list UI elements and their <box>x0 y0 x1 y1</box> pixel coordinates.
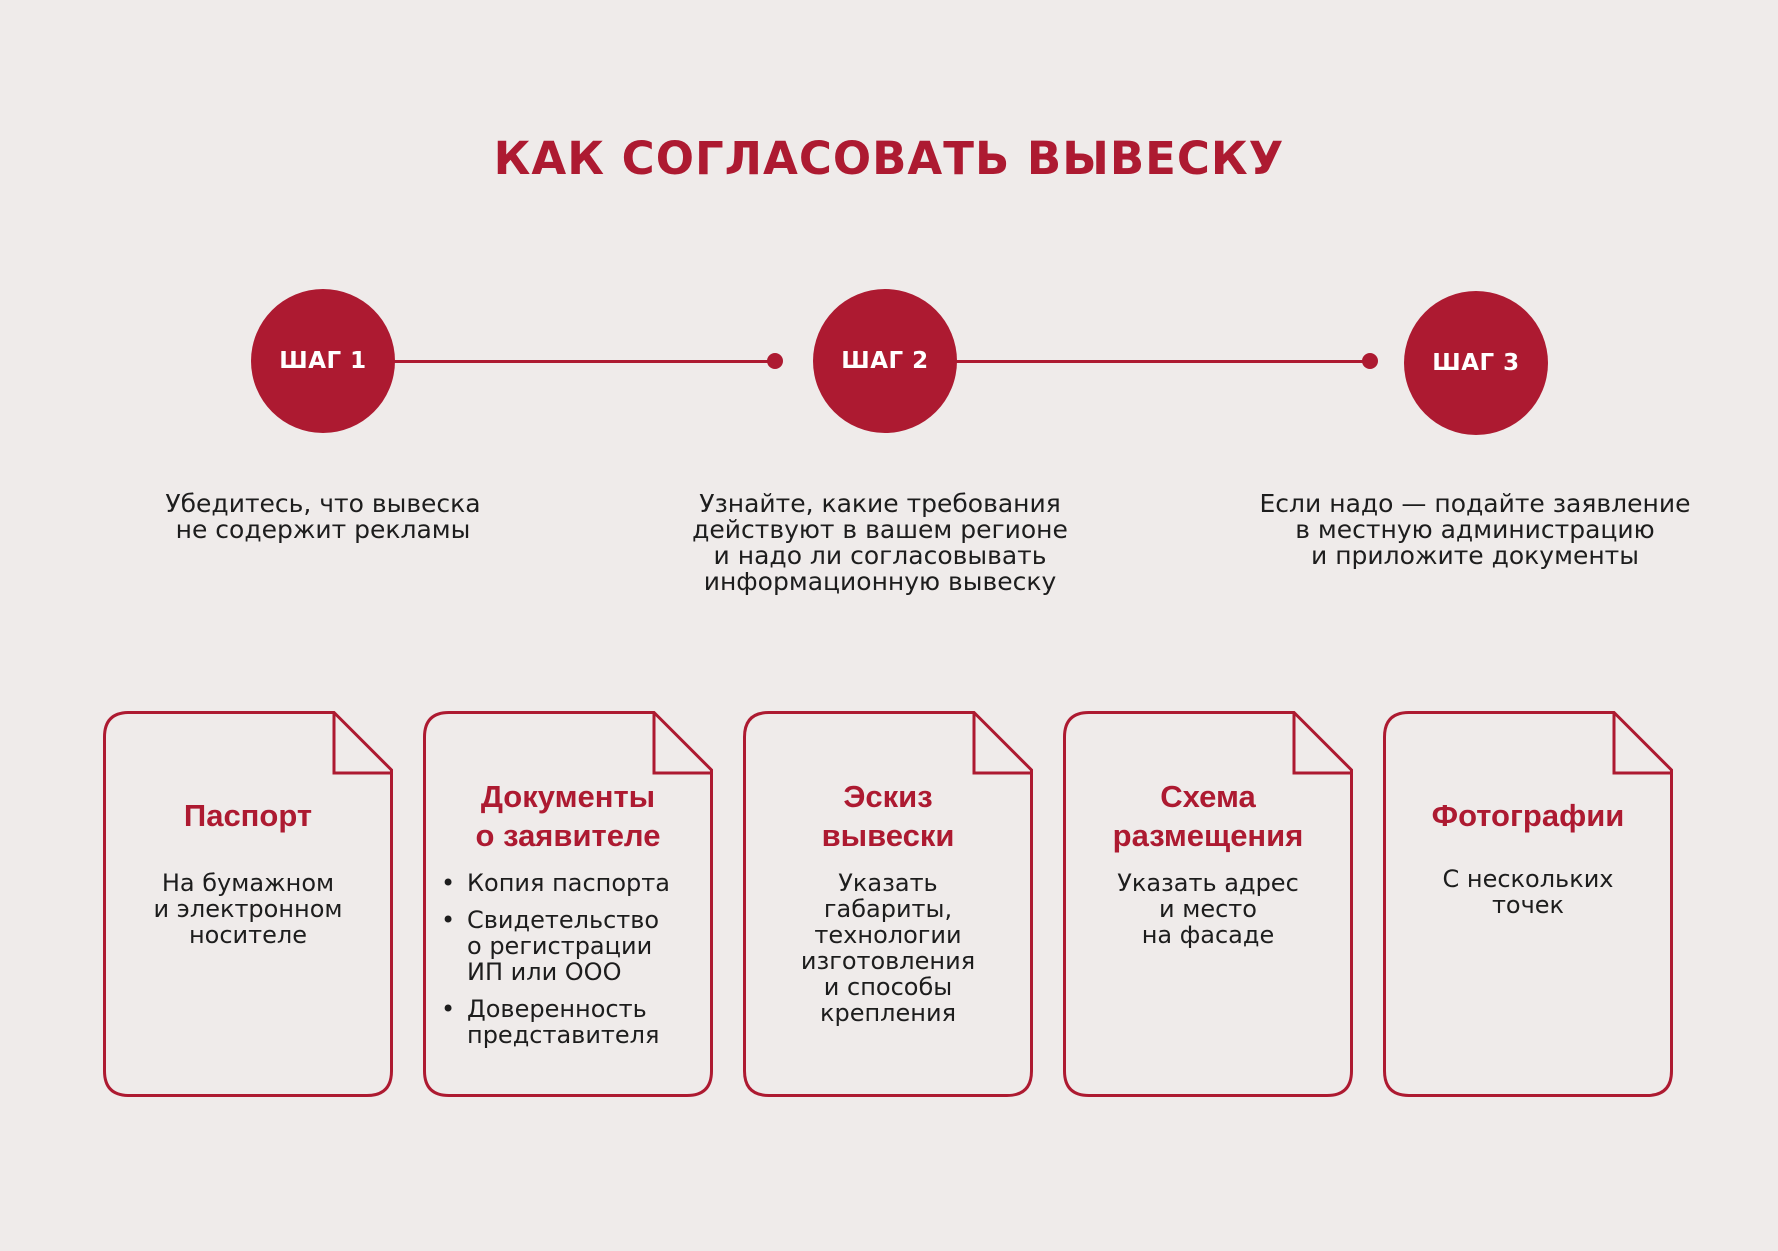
document-card-text: С нескольких точек <box>1442 865 1614 919</box>
step-connector-2-3 <box>950 360 1370 363</box>
document-card-title: Паспорт <box>183 798 313 833</box>
document-card-passport <box>103 711 393 1097</box>
step-connector-dot-2 <box>1362 353 1378 369</box>
document-card-text: Указать адрес и место на фасаде <box>1117 869 1299 949</box>
step-3-label: ШАГ 3 <box>1432 350 1520 376</box>
step-connector-dot-1 <box>767 353 783 369</box>
document-card-placement-scheme <box>1063 711 1353 1097</box>
document-card-sketch <box>743 711 1033 1097</box>
page-title: КАК СОГЛАСОВАТЬ ВЫВЕСКУ <box>493 132 1285 185</box>
bullet-item: • Копия паспорта <box>441 869 670 897</box>
step-1-description: Убедитесь, что вывеска не содержит рекламы <box>165 489 481 544</box>
bullet-item: • Доверенность представителя <box>441 995 660 1049</box>
document-card-title: Эскиз вывески <box>821 779 955 853</box>
document-card-title: Документы о заявителе <box>475 779 661 853</box>
step-1-label: ШАГ 1 <box>279 348 367 374</box>
document-card-photos <box>1383 711 1673 1097</box>
document-card-applicant <box>423 711 713 1097</box>
step-2-description: Узнайте, какие требования действуют в вашем регионе и надо ли согласовывать информационную вывеску <box>692 489 1068 596</box>
document-card-text: Указать габариты, технологии изготовления и способы крепления <box>800 869 976 1027</box>
step-3-circle <box>1404 291 1548 435</box>
step-3-description: Если надо — подайте заявление в местную администрацию и приложите документы <box>1259 489 1691 570</box>
document-card-text: На бумажном и электронном носителе <box>153 869 343 949</box>
step-connector-1-2 <box>385 360 775 363</box>
document-card-bullet-list <box>441 870 713 1059</box>
bullet-item: • Свидетельство о регистрации ИП или ООО <box>441 906 660 986</box>
document-card-title: Схема размещения <box>1112 779 1304 853</box>
step-2-circle <box>813 289 957 433</box>
document-card-title: Фотографии <box>1431 798 1625 833</box>
step-2-label: ШАГ 2 <box>841 348 929 374</box>
step-1-circle <box>251 289 395 433</box>
